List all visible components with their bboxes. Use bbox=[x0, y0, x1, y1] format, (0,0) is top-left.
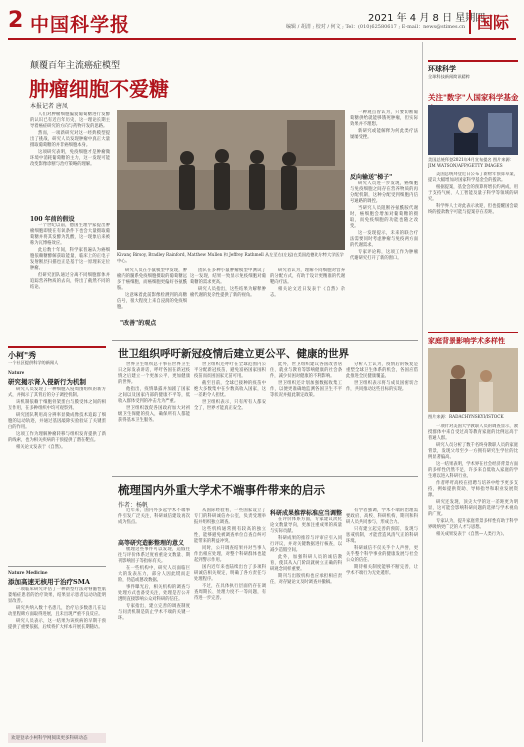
university-body-col3: 在评价体系方面，专家建议淡化论文数量导向，更加注重成果的质量与实际贡献。 科研成果的推荐与评审应引入同行评议，并对关键数据进行核查，以减少造假空间。 此外，加强科研人员的诚信教育，使其从入门阶段就树立正确的科研观念同样重要。 期刊与出版机构也应承担相应责任，对存疑论文及时调查并撤稿。 bbox=[270, 517, 342, 585]
university-headline: 梳理国内外重大学术不端事件带来的启示 bbox=[118, 483, 325, 497]
sidebar-story1-caption: 美国总统拜登2021年4月宣布提名 图片来源：JIM WATSON/AFP/GETTY IMAGES bbox=[428, 157, 514, 168]
lead-body-col2: 研究人员在小鼠模型中发现，肿瘤内的髓系免疫细胞摄取的葡萄糖远多于癌细胞，而癌细胞更偏好谷氨酰胺。 这意味着此前影像检测到的高糖信号，很大程度上来自浸润的免疫细胞。 bbox=[117, 268, 187, 310]
left-column-title: 小柯"秀 bbox=[8, 350, 37, 360]
sidebar-story2-title: 家庭背景影响学术多样性 bbox=[428, 336, 505, 345]
sidebar-story1-body: 美国总统拜登近日公布了新财年预算草案，提议大幅增加对国家科学基金会的拨款。 根据提案，基金会的预算将增长约两成，用于支持气候、人工智能及量子科学等领域的研究。 科学界人士对此表示欢迎，但也提醒国会最终的拨款数字可能与提案存在差距。 bbox=[428, 172, 518, 215]
lead-byline: 本报记者 唐凤 bbox=[30, 103, 68, 110]
section-label: 国际 bbox=[469, 10, 524, 34]
lead-subhead-1: 100 年前的假设 bbox=[30, 216, 75, 223]
lead-headline: 肿瘤细胞不爱糖 bbox=[29, 77, 169, 101]
newspaper-logo: 中国科学报 bbox=[30, 14, 131, 36]
covid-headline: 世卫组织呼吁新冠疫情后建立更公平、健康的世界 bbox=[118, 348, 349, 360]
left-item2-body: 一项临床研究评估了一种新型疗法对脊髓性肌萎缩症患者的治疗效果，结果显示患者运动功能明显改善。 研究共纳入数十名患儿，治疗后多数患儿在运动里程碑方面取得进展，且未出现严重不良反应。 研究人员表示，这一结果为该疾病的早期干预提供了重要依据，后续将扩大样本开展长期随访。 bbox=[8, 587, 106, 630]
covid-body-col2: 世卫组织还呼吁在全球范围内公平分配新冠疫苗，避免富裕国家囤积疫苗而贫困国家无苗可用。 截至目前，全球已接种的疫苗中绝大多数集中在少数高收入国家，这一差距令人担忧。 世卫组织表示，只有所有人都安全了，世界才能真正安全。 bbox=[194, 362, 266, 411]
issue-date: 2021 年 4 月 8 日 星期四 bbox=[368, 13, 486, 24]
sidebar-story2-body: 一项针对美国大学教职人员的调查显示，教授群体中来自受过高等教育家庭的比例远高于普通人群。 研究人员分析了数千名终身教职人员的家庭背景，发现父母至少一方拥有研究生学位的比例显著偏高。 这一结果表明，学术界在社会经济背景方面的多样性仍然不足，许多来自低收入家庭的学生难以进入科研行业。 作者呼吁高校在招聘与培养中给予更多支持，例如提供资助、导师指导和职业发展资源。 研究还发现，顶尖大学的这一差距更为明显，这可能会影响科研问题的选择与学术视角的广度。 专家认为，提升家庭背景多样性有助于科学界吸纳更广泛的人才与思想。 相关成果发表于《自然—人类行为》。 bbox=[428, 424, 518, 537]
editor-info: 编辑 / 胡清 ; 校对 / 何文 ; Tel：(010)62580617 ; E-mail：news@stimes.cn bbox=[286, 24, 466, 30]
university-body-col4: 有学者强调，学术不端的治理需要政府、高校、科研机构、期刊和科研人员共同参与，形成合力。 只有建立起完善的预防、发现与惩戒机制，才能营造风清气正的科研环境。 科研诚信不仅关乎个人声誉，更关乎整个科学事业的健康发展与社会公众的信任。 期待相关制度能够不断完善，让学术不端行为无处遁形。 bbox=[346, 508, 418, 576]
university-body-col2: 从国际经验看，一些国家设立了专门的科研诚信办公室，负责受理举报并组织独立调查。 这些机构通常拥有较高的独立性，能够避免被调查单位自查自纠可能带来的利益冲突。 同时，公开调查结果并对当事人作出相应处理，对整个科研群体也能起到警示作用。 国内近年来也陆续出台了多项科研诚信相关规定，明确了各方责任与处理程序。 不过，在具体执行层面仍存在调查周期长、处理力度不一等问题，有待进一步完善。 bbox=[194, 508, 266, 601]
university-byline: 作者：杨帆 bbox=[118, 502, 149, 509]
lead-body-col5b: 研究人员进一步发现，癌细胞与免疫细胞之间存在营养物质的再分配机制，这种分配受到细胞内信号通路的调控。 当研究人员阻断谷氨酰胺代谢时，癌细胞会增加对葡萄糖的摄取，而免疫细胞的功能也随之改变。 这一发现提示，未来的联合疗法需要同时考虑肿瘤与免疫两方面的代谢需求。 专家评论称，这项工作为肿瘤代谢研究打开了新的窗口。 bbox=[350, 181, 418, 261]
lead-body-col5: 一种观点曾认为，只要切断葡萄糖供给就能够饿死肿瘤，但实际效果并不理想。 新研究或能解释为何此类疗法屡屡受挫。 bbox=[350, 110, 418, 140]
university-subhead-1: 高等研究造影整理的意义 bbox=[118, 540, 185, 547]
sidebar-story1-photo bbox=[428, 105, 518, 155]
sidebar-story2-rule bbox=[428, 332, 518, 333]
left-item1-title: 研究揭示肾入侵新行为机制 bbox=[8, 378, 86, 386]
left-item1-label: Nature bbox=[8, 370, 25, 375]
president-photo-illustration bbox=[428, 105, 518, 155]
lead-photo-caption: Kivanç Birsoy, Bradley Rainford, Matthew Mullen 和 Jeffrey Rathmell 从左至右(左起)在美国范德比尔特大学医学中心。 bbox=[117, 252, 344, 263]
researchers-photo-illustration bbox=[117, 110, 345, 250]
lead-body-col1: 人们对肿瘤细胞偏爱葡萄糖进行发酵的认识已有近百年历史，这一理论长期主导着癌症研究的方向与药物开发的思路。 然而，一项新研究对这一经典模型提出了挑战，研究人员发现肿瘤中真正大量摄取葡萄糖的并非癌细胞本身。 这项研究表明，免疫细胞才是肿瘤微环境中消耗葡萄糖的主力，这一发现可能改变影像诊断与治疗策略的理解。 bbox=[30, 112, 110, 167]
sidebar-brand: 环球科学 bbox=[428, 64, 456, 73]
lead-kicker: 颠覆百年主流癌症模型 bbox=[30, 61, 121, 71]
left-item1-body: 研究人员发现了一种细胞入侵周围组织的新方式，并揭示了其背后的分子调控机制。 该机制依赖于细胞骨架蛋白与膜受体之间的相互作用，在多种组织中均可观察到。 研究团队利用高分辨率显微成像技术追踪了细胞的运动轨迹，并通过基因敲除实验验证了关键蛋白的作用。 这项工作为理解肿瘤转移与组织发育提供了新的线索，也为相关疾病的干预提供了潜在靶点。 相关论文发表于《自然》。 bbox=[8, 387, 106, 450]
left-column-rule bbox=[8, 346, 106, 348]
lead-body-col3: 团队在多种小鼠肿瘤模型中测试了这一发现，结果一致显示免疫细胞对葡萄糖的需求更高。 研究人员指出，这些结果为解释肿瘤代谢的复杂性提供了新的视角。 bbox=[190, 268, 266, 298]
sidebar-story2-photo bbox=[428, 348, 518, 412]
covid-body-col4: 分析人士认为，疫情后的恢复是重塑全球卫生体系的机会，各国应借此推进全民健康覆盖。 世卫组织表示将与成员国密切合作，共同推动这些目标的实现。 bbox=[346, 362, 418, 392]
left-item-divider bbox=[8, 566, 106, 567]
university-subhead-2: 科研成果推荐标准应当调整 bbox=[270, 510, 343, 517]
page-number: 2 bbox=[8, 8, 24, 33]
covid-body-col1: 世界卫生组织总干事在世界卫生日之际发表讲话，呼吁各国在新冠疫情之后建立一个更加公平、更加健康的世界。 他指出，疫情暴露并加剧了国家之间以及国家内部的健康不平等，低收入群体受到的冲击尤为严重。 世卫组织敦促各国政府加大对初级卫生保健的投入，确保所有人都能获得基本卫生服务。 bbox=[118, 362, 190, 423]
footer-note: 欢迎登录小柯科学网阅读更多科研动态 bbox=[11, 736, 88, 741]
left-item2-title: 添加高速无核用于治疗SMA bbox=[8, 578, 90, 586]
lead-subhead-2: "改善"的观点 bbox=[120, 320, 157, 327]
left-item2-label: Nature Medicine bbox=[8, 570, 48, 575]
university-rule bbox=[112, 476, 418, 477]
left-column-subtitle: 一个社区提供科学的新闻人 bbox=[8, 360, 59, 365]
university-body-intro: 近年来，国内外多起学术不端事件引发广泛关注，科研诚信建设再次成为焦点。 bbox=[118, 508, 190, 525]
lead-photo bbox=[117, 110, 345, 250]
lead-body-col1b: 一个世纪以前，德国生理学家提出肿瘤细胞即使在有氧条件下也会大量摄取葡萄糖并将其发酵为乳酸，这一现象后来被称为瓦博格效应。 此后数十年间，科学家普遍认为癌细胞依赖糖酵解获取能量，临床上的正电子发射断层扫描也正是基于这一原理来定位肿瘤。 但研究团队通过分离不同细胞群体并追踪营养物质的去向，得出了截然不同的结论。 bbox=[30, 223, 110, 290]
lead-body-col4: 研究者认为，理解不同细胞对营养的分配方式，有助于设计更精准的代谢靶向疗法。 相关论文近日发表于《自然》杂志。 bbox=[270, 268, 345, 298]
lead-subhead-3: 反向输送"梯子" bbox=[350, 174, 393, 181]
family-photo-illustration bbox=[428, 348, 518, 412]
footer-note-box bbox=[8, 733, 106, 743]
lower-section-rule bbox=[112, 340, 418, 341]
sidebar-story2-caption: 图片来源：RADACHYNSKYI/ISTOCK bbox=[428, 414, 504, 419]
sidebar-brand-sub: 全球科技新闻简讯精粹 bbox=[428, 74, 470, 79]
masthead bbox=[8, 6, 516, 40]
covid-body-col3: 此外，世卫组织建议各国改善居住、就业与教育等影响健康的社会条件，减少贫困对健康的不利影响。 世卫组织还计划加强数据收集工作，以便更准确地监测各国卫生不平等状况并据此制定政策。 bbox=[270, 362, 342, 398]
sidebar-divider bbox=[422, 42, 423, 742]
university-body-col1: 梳理这些事件可以发现，造假往往与评价体系过度看重论文数量、期刊影响因子等指标有关。 在一些机构中，研究人员面临巨大的发表压力，部分人因此铤而走险，伪造或篡改数据。 事件曝光后，相关机构的调查与处理方式也备受关注，处理是否公开透明直接影响公众对科研的信任。 专家指出，建立完善的调查制度与问责机制是防止学术不端的关键一环。 bbox=[118, 547, 190, 621]
sidebar-top-rule bbox=[428, 60, 518, 62]
sidebar-story1-title: 关注"数字"人国家科学基金 bbox=[428, 93, 519, 102]
